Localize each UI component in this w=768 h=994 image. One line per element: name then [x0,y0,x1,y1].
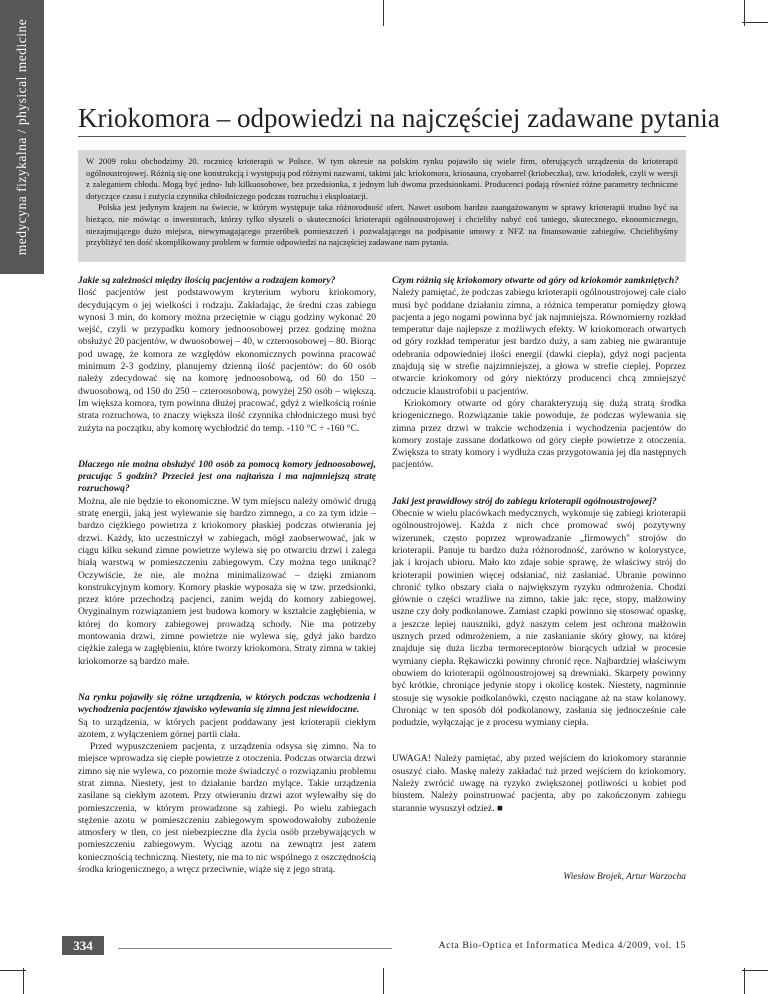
journal-footer [392,940,686,951]
answer-paragraph: Przed wypuszczeniem pacjenta, z urządzenia odsysa się zimno. Na to miejsce wprowadza się ciepłe powietrze z otoczenia. Podczas otwarcia drzwi zimno się nie wylewa, co pozornie może świadczyć o rozwiązaniu problemu strat zimna. Niestety, jest to działanie bardzo mylące. Takie urządzenia zasilane są ciekłym azotem. Przy otwieraniu drzwi azot wylewałby się do pomieszczenia, w którym prowadzone są zabiegi. Po wielu zabiegach stężenie azotu w pomieszczeniu zabiegowym spowodowałoby zubożenie atmosfery w tlen, co jest niebezpieczne dla życia osób przebywających w pomieszczeniu zabiegowym. Wyciąg azotu na zewnątrz jest zatem koniecznością techniczną. Niestety, nie ma to nic wspólnego z oszczędnością środka kriogenicznego, a wręcz przeciwnie, wiąże się z jego stratą. [78,741,376,876]
title-divider [78,136,686,137]
page-number: 334 [62,936,104,955]
intro-paragraph: W 2009 roku obchodzimy 20. rocznicę krioterapii w Polsce. W tym okresie na polskim rynku pojawiło się wiele firm, oferujących urządzenia do krioterapii ogólnoustrojowej. Różnią się one konstrukcją i występują pod różnymi nazwami, takimi jak: kriokomora, kriosauna, cryobarrel (kriobeczka), tzw. kriodołek, czyli w wersji z zaleganiem chłodu. Mogą być jedno- lub kilkuosobowe, bez przedsionka, z jednym lub dwoma przedsionkami. Producenci podają również różne parametry techniczne dotyczące czasu i zużycia czynnika chłodniczego podczas rozruchu i eksploatacji. [86,156,678,201]
answer-paragraph: Ilość pacjentów jest podstawowym kryterium wyboru kriokomory, decydującym o jej wielkości i rodzaju. Zakładając, że średni czas zabiegu wynosi 3 min, do komory można przeciętnie w ciągu godziny wykonać 20 wejść, czyli w przypadku komory jednoosobowej przez godzinę można obsłużyć 20 pacjentów, w dwuosobowej – 40, w czteroosobowej – 80. Biorąc pod uwagę, że komora ze względów ekonomicznych powinna pracować minimum 2-3 godziny, planujemy dzienną ilość pacjentów: do 60 osób należy zdecydować się na komorę jednoosobową, od 60 do 150 – dwuosobową, od 150 do 250 – czteroosobową, powyżej 250 osób – większą. Im większa komora, tym powinna dłużej pracować, gdyż z wielkością rośnie strata rozruchowa, to znaczy większa ilość czynnika chłodniczego musi być zużyta na początku, aby komorę wychłodzić do temp. -110 °C ÷ -160 °C. [78,287,376,434]
crop-mark [383,968,384,994]
answer-paragraph: Należy pamiętać, że podczas zabiegu krioterapii ogólnoustrojowej całe ciało musi być poddane działaniu zimna, a różnica temperatur pomiędzy głową pacjenta a jego nogami powinna być jak najmniejsza. Równomierny rozkład temperatur daje najlepsze z możliwych efekty. W kriokomorach otwartych od góry rozkład temperatur jest bardzo duży, a sam zabieg nie gwarantuje odebrania odpowiedniej ilości energii (dawki ciepła), gdyż nogi pacjenta znajdują się w strefie najzimniejszej, a głowa w strefie cieplej. Poprzez otwarcie kriokomory od góry niektórzy producenci chcą zmniejszyć odczucie klaustrofobii u pacjentów. [392,287,686,397]
answer-paragraph: Są to urządzenia, w których pacjent poddawany jest krioterapii ciekłym azotem, z wyłączeniem górnej partii ciała. [78,716,376,740]
answer-paragraph: Można, ale nie będzie to ekonomiczne. W tym miejscu należy omówić drugą stratę energii, jaką jest wylewanie się bardzo zimnego, a co za tym idzie – bardzo ciężkiego powietrza z kriokomory płaskiej podczas otwierania jej drzwi. Każdy, kto uczestniczył w zabiegach, mógł zaobserwować, jak w ciągu kilku sekund zimne powietrze wylewa się po otwarciu drzwi i zalega białą warstwą w pomieszczeniu zabiegowym. Czy można tego uniknąć? Oczywiście, że nie, ale można minimalizować – dzięki zmianom konstrukcyjnym komory. Komory płaskie wyposaża się w tzw. przedsionki, przez które przechodzą pacjenci, zanim wejdą do komory zabiegowej. Oryginalnym rozwiązaniem jest budowa komory w kształcie zagłębienia, w której do komory zabiegowej prowadzą schody. Nie ma potrzeby montowania drzwi, zimne powietrze nie wylewa się, gdyż jako bardzo ciężkie zalega w zagłębieniu, które tworzy kriokomora. Straty zimna w takiej kriokomorze są bardzo małe. [78,495,376,667]
right-column [392,275,686,815]
question-heading: Dlaczego nie można obsłużyć 100 osób za pomocą komory jednoosobowej, pracując 5 godzin? Przecież jest ona najtańsza i ma najmniejszą stratę rozruchową? [78,458,376,495]
section-label: medycyna fizykalna / physical medicine [14,18,30,256]
warning-paragraph: UWAGA! Należy pamiętać, aby przed wejściem do kriokomory starannie osuszyć ciało. Maskę należy zakładać tuż przed wejściem do kriokomory. Należy zwrócić uwagę na ryzyko zwiększonej potliwości u kobiet pod biustem. Należy poinstruować pacjenta, aby po zakończonym zabiegu starannie wysuszył odzież. ■ [392,753,686,814]
crop-mark [744,968,745,994]
intro-paragraph: Polska jest jedynym krajem na świecie, w którym występuje taka różnorodność ofert. Nawet osobom bardzo zaangażowanym w sprawy krioterapii trudno być na bieżąco, nie mówiąc o inwestorach, którzy tylko słyszeli o skuteczności krioterapii ogólnoustrojowej i chcieliby nabyć coś taniego, skutecznego, ekonomicznego, niezajmującego dużo miejsca, niewymagającego przeróbek pomieszczeń i pozwalającego na podpisanie umowy z NFZ na finansowanie zabiegów. Chcielibyśmy przybliżyć ten dość skomplikowany problem w formie odpowiedzi na najczęściej zadawane nam pytania. [86,202,678,248]
crop-mark [742,22,768,23]
crop-mark [23,968,24,994]
question-heading: Na rynku pojawiły się różne urządzenia, w których podczas wchodzenia i wychodzenia pacjentów zjawisko wylewania się zimna jest niewidoczne. [78,691,376,716]
intro-box [78,150,686,262]
crop-mark [742,970,768,971]
crop-mark [0,970,26,971]
journal-name: Acta Bio-Optica et Informatica Medica 4/2009, vol. 15 [432,940,686,951]
left-column [78,275,376,876]
answer-paragraph: Kriokomory otwarte od góry charakteryzują się dużą stratą środka kriogenicznego. Rozwiązanie takie powoduje, że podczas wylewania się zimna przez drzwi w trakcie wchodzenia i wychodzenia pacjentów do komory zostaje zassane dodatkowo od góry ciepłe powietrze z otoczenia. Zwiększa to straty komory i wydłuża czas przygotowania jej dla następnych pacjentów. [392,397,686,471]
answer-paragraph: Obecnie w wielu placówkach medycznych, wykonuje się zabiegi krioterapii ogólnoustrojowej. Każda z nich chce promować swój pozytywny wizerunek, często poprzez wprowadzanie „firmowych" strojów do krioterapii. Panuje tu bardzo duża różnorodność, zarówno w kolorystyce, jak i krojach ubioru. Mało kto zdaje sobie sprawę, że właściwy strój do krioterapii powinien więcej odsłaniać, niż zasłaniać. Ubranie powinno chronić tylko obszary ciała o największym ryzyku odmrożenia. Chodzi głównie o części wrażliwe na zimno, takie jak: ręce, stopy, małżowiny uszne czy doły podkolanowe. Zamiast czapki powinno się stosować opaskę, a jeszcze lepiej nauszniki, gdyż naszym celem jest ochrona małżowin usznych przed odmrożeniem, a nie zasłanianie skóry głowy, na której znajduje się duża liczba termoreceptorów biorących udział w procesie wymiany ciepła. Rękawiczki powinny chronić ręce. Najbardziej właściwym obuwiem do krioterapii ogólnoustrojowej są drewniaki. Skarpety powinny być krótkie, chroniące jedynie stopy i okolicę kostek. Niestety, nagminnie stosuje się wysokie podkolanówki, często naciągane aż na staw kolanowy. Chroniąc w ten sposób dół podkolanowy, zasłania się jednocześnie całe podudzie, wyłączając je z procesu wymiany ciepła. [392,508,686,729]
section-label-container [0,0,44,274]
authors: Wiesław Brojek, Artur Warzocha [563,872,686,882]
question-heading: Jakie są zależności między ilością pacjentów a rodzajem komory? [78,275,336,286]
question-heading: Czym różnią się kriokomory otwarte od góry od kriokomór zamkniętych? [392,275,680,286]
question-heading: Jaki jest prawidłowy strój do zabiegu krioterapii ogólnoustrojowej? [392,495,657,507]
crop-mark [383,0,384,26]
article-title: Kriokomora – odpowiedzi na najczęściej zadawane pytania [78,103,720,133]
